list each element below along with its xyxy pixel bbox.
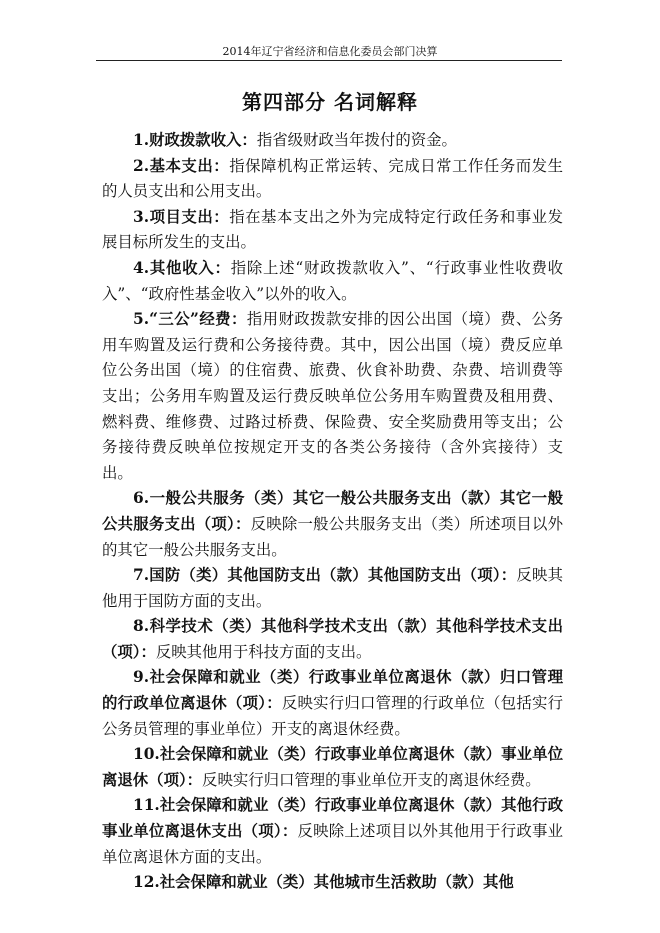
entry-text: 指除上述“财政拨款收入”、“行政事业性收费收入”、“政府性基金收入”以外的收入。 [102, 258, 563, 303]
glossary-body [102, 128, 563, 896]
glossary-entry [102, 614, 563, 665]
entry-term: 9.社会保障和就业（类）行政事业单位离退休（款）归口管理的行政单位离退休（项）： [102, 668, 563, 713]
entry-term: 8.科学技术（类）其他科学技术支出（款）其他科学技术支出（项）： [102, 617, 563, 661]
entry-term: 1.财政拨款收入： [133, 131, 257, 149]
glossary-entry [102, 154, 563, 205]
entry-term: 2.基本支出： [133, 156, 230, 175]
glossary-entry [102, 665, 563, 742]
entry-text: 指在基本支出之外为完成特定行政任务和事业发展目标所发生的支出。 [102, 207, 563, 252]
entry-text: 反映其他用于科技方面的支出。 [155, 642, 372, 661]
glossary-entry [102, 742, 563, 793]
entry-text: 反映除一般公共服务支出（类）所述项目以外的其它一般公共服务支出。 [102, 514, 563, 559]
entry-term: 5.“三公”经费： [133, 310, 247, 329]
entry-text: 指用财政拨款安排的因公出国（境）费、公务用车购置及运行费和公务接待费。其中，因公出国（境）费反应单位公务出国（境）的住宿费、旅费、伙食补助费、杂费、培训费等支出；公务用车购置及运行费反映单位公务用车购置费及租用费、燃料费、维修费、过路过桥费、保险费、安全奖励费用等支出；公务接待费反映单位按规定开支的各类公务接待（含外宾接待）支出。 [102, 310, 563, 482]
glossary-entry [102, 486, 563, 563]
glossary-entry [102, 870, 563, 896]
entry-term: 11.社会保障和就业（类）行政事业单位离退休（款）其他行政事业单位离退休支出（项）： [102, 796, 563, 841]
entry-text: 指省级财政当年拨付的资金。 [256, 131, 457, 149]
entry-text: 反映实行归口管理的行政单位（包括实行公务员管理的事业单位）开支的离退休经费。 [102, 694, 563, 738]
page-header: 2014年辽宁省经济和信息化委员会部门决算 [222, 45, 438, 58]
glossary-entry [102, 793, 563, 870]
glossary-entry [102, 205, 563, 256]
glossary-entry [102, 256, 563, 307]
header-divider [96, 60, 562, 61]
glossary-entry [102, 307, 563, 486]
entry-text: 反映除上述项目以外其他用于行政事业单位离退休方面的支出。 [102, 822, 563, 866]
entry-term: 7.国防（类）其他国防支出（款）其他国防支出（项）： [133, 566, 517, 585]
glossary-entry [102, 563, 563, 614]
glossary-entry [102, 128, 563, 154]
page-title: 第四部分 名词解释 [242, 90, 418, 114]
entry-term: 6.一般公共服务（类）其它一般公共服务支出（款）其它一般公共服务支出（项）： [102, 489, 563, 533]
entry-text: 反映实行归口管理的事业单位开支的离退休经费。 [202, 770, 541, 789]
entry-term: 3.项目支出： [133, 207, 230, 226]
entry-text: 反映其他用于国防方面的支出。 [102, 566, 563, 610]
entry-term: 10.社会保障和就业（类）行政事业单位离退休（款）事业单位离退休（项）： [102, 745, 563, 789]
entry-term: 4.其他收入： [133, 258, 231, 277]
entry-term: 12.社会保障和就业（类）其他城市生活救助（款）其他 [133, 873, 514, 892]
entry-text: 指保障机构正常运转、完成日常工作任务而发生的人员支出和公用支出。 [102, 156, 563, 201]
